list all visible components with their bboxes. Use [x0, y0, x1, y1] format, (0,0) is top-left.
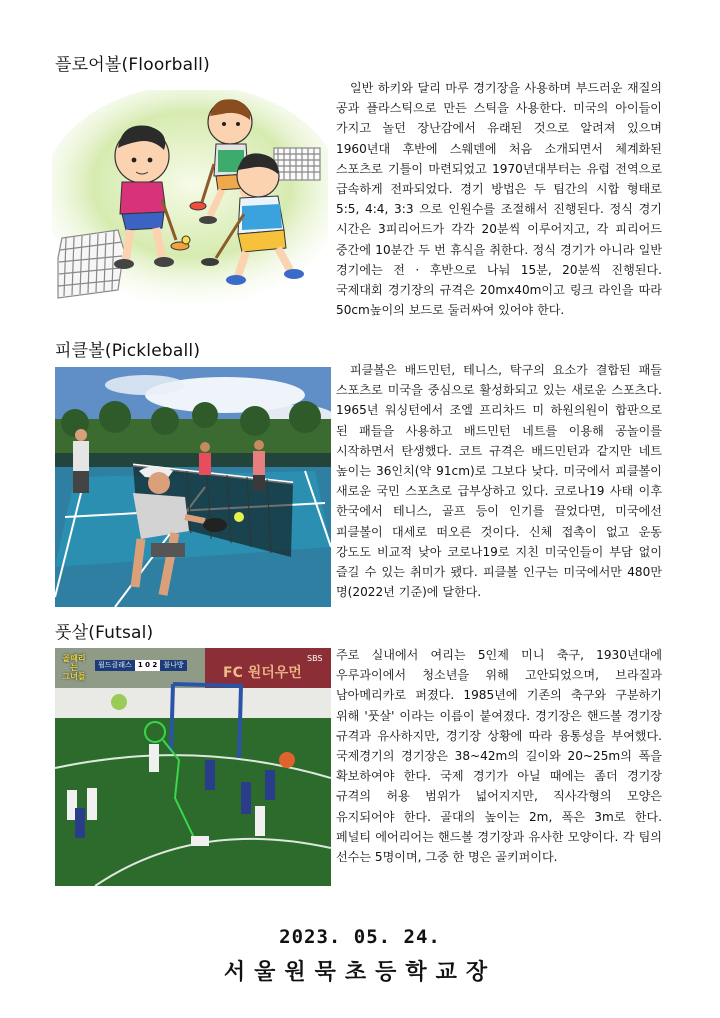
- right-goal: [274, 148, 320, 180]
- player-mid: [199, 442, 211, 475]
- show-logo: [59, 654, 89, 681]
- team-left: 월드클래스: [95, 660, 135, 671]
- pickleball-photo: [55, 367, 331, 607]
- school-principal-signature: 서울원묵초등학교장: [223, 960, 497, 985]
- banner-text: FC 원더우먼: [223, 665, 302, 681]
- banner-channel: SBS: [307, 654, 323, 663]
- floorball-title: 플로어볼(Floorball): [55, 55, 210, 75]
- score: 1 0 2: [135, 660, 161, 671]
- futsal-title: 풋살(Futsal): [55, 623, 154, 643]
- team-right: 불나방: [160, 660, 186, 671]
- pickleball-text: 피클볼은 배드민턴, 테니스, 탁구의 요소가 결합된 패들 스포츠로 미국을 중심으로 활성화되고 있는 새로운 스포츠다. 1965년 워싱턴에서 조엘 프리차드 미 하원의원이 합판으로 된 패들을 사용하고 배드민턴 네트를 이용해 공놀이를 시작하면서 탄생했다. 코트 규격은 배드민턴과 같지만 네트 높이는 36인치(약 91cm)로 그보다 낮다. 미국에서 피클볼이 새로운 국민 스포츠로 급부상하고 있다. 코로나19 사태 이후 한국에서 테니스, 골프 등이 인기를 끌었다면, 미국에선 피클볼이 대세로 떠오른 것이다. 신체 접촉이 없고 운동 강도도 비교적 낮아 코로나19로 지친 미국인들이 부담 없이 즐길 수 있는 취미가 됐다. 피클볼 인구는 미국에서만 480만 명(2022년 기준)에 달한다.: [336, 363, 662, 600]
- scoreboard: [95, 660, 187, 671]
- show-logo-bottom: 그녀들: [62, 672, 86, 681]
- player-right: [253, 440, 265, 491]
- pickleball-title: 피클볼(Pickleball): [55, 341, 201, 361]
- futsal-text: 주로 실내에서 여리는 5인제 미니 축구, 1930년대에 우루과이에서 청소년을 위해 고안되었으며, 브라질과 남아메리카로 퍼졌다. 1985년에 기존의 축구와 구분하기 위해 '풋살' 이라는 이름이 붙여졌다. 경기장은 핸드볼 경기장 규격과 유사하지만, 경기장 상황에 따라 융통성을 부여했다. 국제경기의 경기장은 38~42m의 길이와 20~25m의 폭을 확보하여야 한다. 국제 경기가 아닐 때에는 좀더 경기장 규격의 허용 범위가 넓어지지만, 직사각형의 모양은 유지되어야 한다. 골대의 높이는 2m, 폭은 3m로 한다. 페널티 에어리어는 핸드볼 경기장과 유사한 모양이다. 각 팀의 선수는 5명이며, 그중 한 명은 골키퍼이다.: [336, 648, 662, 865]
- floorball-text: 일반 하키와 달리 마루 경기장을 사용하며 부드러운 재질의 공과 플라스틱으로 만든 스틱을 사용한다. 미국의 아이들이 가지고 놀던 장난감에서 유래된 것으로 알려져 있으며 1960년대 후반에 스웨덴에 처음 소개되면서 체계화된 스포츠로 기틀이 마련되었고 1970년대부터는 유럽 전역으로 급속하게 전파되었다. 경기 방법은 두 팀간의 시합 형태로 5:5, 4:4, 3:3 으로 인원수를 조절해서 진행된다. 정식 경기 시간은 3피리어드가 각각 20분씩 이루어지고, 각 피리어드 중간에 10분간 두 번 휴식을 취한다. 정식 경기가 아니라 일반 경기에는 전 · 후반으로 나눠 15분, 20분씩 진행된다. 국제대회 경기장의 규격은 20mx40m이고 링크 라인을 따라 50cm높이의 보드로 둘러싸여 있어야 한다.: [336, 81, 662, 318]
- floorball-illustration: [52, 90, 328, 312]
- issue-date: 2023. 05. 24.: [279, 926, 441, 948]
- futsal-photo: [55, 648, 331, 886]
- show-logo-top: 골때리는: [62, 654, 86, 672]
